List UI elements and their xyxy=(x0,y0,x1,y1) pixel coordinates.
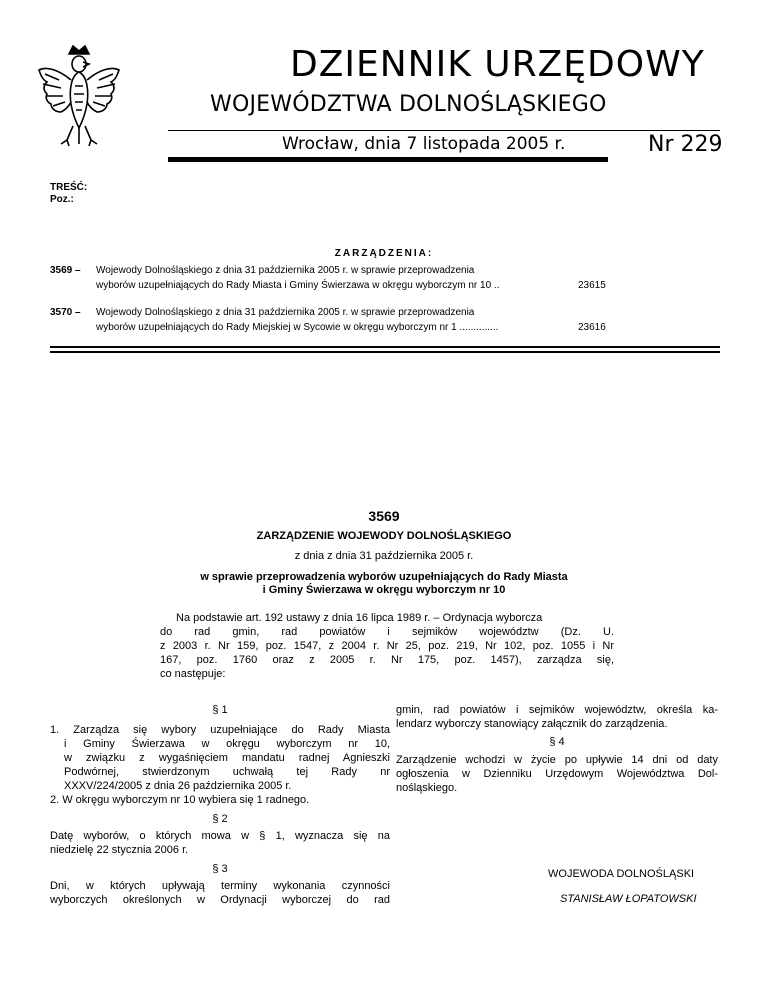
paragraph-line: 2. W okręgu wyborczym nr 10 wybiera się 1 radnego. xyxy=(50,794,310,806)
toc-item-line: wyborów uzupełniających do Rady Miejskiej w Sycowie w okręgu wyborczym nr 1 .............. xyxy=(96,322,499,333)
toc-item-line: wyborów uzupełniających do Rady Miasta i Gminy Świerzawa w okręgu wyborczym nr 10 .. xyxy=(96,280,500,291)
paragraph-line: wyborczych określonych w Ordynacji wyborczej do rad xyxy=(50,894,390,906)
toc-section-heading: ZARZĄDZENIA: xyxy=(334,248,434,259)
paragraph-line: gmin, rad powiatów i sejmików województw, określa ka- xyxy=(396,704,718,716)
toc-item-page[interactable]: 23616 xyxy=(578,322,606,333)
toc-item-line: Wojewody Dolnośląskiego z dnia 31 października 2005 r. w sprawie przeprowadzenia xyxy=(96,265,475,276)
paragraph-line: Zarządzenie wchodzi w życie po upływie 14 dni od daty xyxy=(396,754,718,766)
signature-name: STANISŁAW ŁOPATOWSKI xyxy=(560,893,697,905)
paragraph-line: niedzielę 22 stycznia 2006 r. xyxy=(50,844,189,856)
preamble-line: 167, poz. 1760 oraz z 2005 r. Nr 175, poz. 1457), zarządza się, xyxy=(160,654,614,666)
toc-item-line: Wojewody Dolnośląskiego z dnia 31 października 2005 r. w sprawie przeprowadzenia xyxy=(96,307,475,318)
document-subject: i Gminy Świerzawa w okręgu wyborczym nr 10 xyxy=(262,584,506,596)
paragraph-line: lendarz wyborczy stanowiący załącznik do zarządzenia. xyxy=(396,718,668,730)
document-subject: w sprawie przeprowadzenia wyborów uzupełniających do Rady Miasta xyxy=(200,571,568,583)
document-number: 3569 xyxy=(368,508,400,524)
toc-double-rule xyxy=(50,351,720,353)
paragraph-line: nośląskiego. xyxy=(396,782,458,794)
paragraph-line: i Gminy Świerzawa w okręgu wyborczym nr 10, xyxy=(64,738,390,750)
journal-subtitle: WOJEWÓDZTWA DOLNOŚLĄSKIEGO xyxy=(210,92,607,117)
masthead-rule-thin xyxy=(168,130,720,131)
preamble-line: Na podstawie art. 192 ustawy z dnia 16 lipca 1989 r. – Ordynacja wyborcza xyxy=(176,612,543,624)
paragraph-line: XXXV/224/2005 z dnia 26 października 2005 r. xyxy=(64,780,292,792)
paragraph-line: Datę wyborów, o których mowa w § 1, wyznacza się na xyxy=(50,830,390,842)
paragraph-line: ogłoszenia w Dzienniku Urzędowym Województwa Dol- xyxy=(396,768,718,780)
preamble-line: do rad gmin, rad powiatów i sejmików województw (Dz. U. xyxy=(160,626,614,638)
paragraph-line: Dni, w których upływają terminy wykonania czynności xyxy=(50,880,390,892)
preamble-line: co następuje: xyxy=(160,668,226,680)
paragraph-heading: § 2 xyxy=(212,813,228,825)
journal-title: DZIENNIK URZĘDOWY xyxy=(290,44,705,85)
polish-eagle-emblem-icon xyxy=(33,40,125,150)
paragraph-heading: § 4 xyxy=(549,736,565,748)
paragraph-line: w związku z wygaśnięciem mandatu radnej Agnieszki xyxy=(64,752,390,764)
toc-double-rule xyxy=(50,346,720,348)
paragraph-heading: § 1 xyxy=(212,704,228,716)
signature-role: WOJEWODA DOLNOŚLĄSKI xyxy=(548,868,695,880)
toc-item-number: 3570 – xyxy=(50,307,81,318)
document-date: z dnia z dnia 31 października 2005 r. xyxy=(294,550,474,562)
document-title: ZARZĄDZENIE WOJEWODY DOLNOŚLĄSKIEGO xyxy=(256,530,512,542)
toc-item-number: 3569 – xyxy=(50,265,81,276)
preamble-line: z 2003 r. Nr 159, poz. 1547, z 2004 r. Nr 25, poz. 219, Nr 102, poz. 1055 i Nr xyxy=(160,640,614,652)
toc-poz-label: Poz.: xyxy=(50,194,74,205)
paragraph-line: 1. Zarządza się wybory uzupełniające do Rady Miasta xyxy=(50,724,390,736)
toc-label: TREŚĆ: xyxy=(50,182,88,193)
paragraph-line: Podwórnej, stwierdzonym uchwałą tej Rady nr xyxy=(64,766,390,778)
toc-item-page[interactable]: 23615 xyxy=(578,280,606,291)
masthead-rule-thick xyxy=(168,157,608,162)
paragraph-heading: § 3 xyxy=(212,863,228,875)
issue-number: Nr 229 xyxy=(648,132,723,157)
issue-dateline: Wrocław, dnia 7 listopada 2005 r. xyxy=(282,134,566,154)
